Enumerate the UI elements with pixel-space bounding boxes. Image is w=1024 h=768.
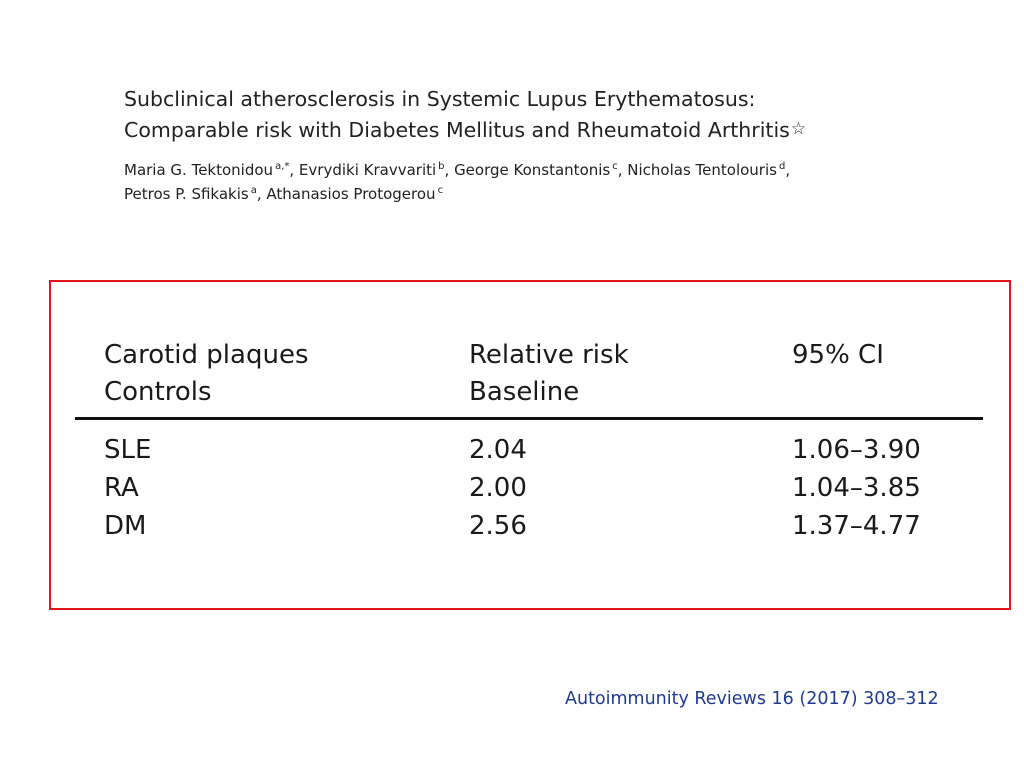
table-row-ci: 1.37–4.77 bbox=[792, 511, 921, 541]
author-separator: , bbox=[256, 185, 267, 203]
author-affiliation: d bbox=[778, 161, 786, 172]
author-affiliation: b bbox=[438, 161, 445, 172]
author-affiliation: a bbox=[250, 185, 257, 196]
author-name: Athanasios Protogerou bbox=[266, 185, 436, 203]
author-name: George Konstantonis bbox=[454, 161, 611, 179]
table-row-relative-risk: 2.04 bbox=[469, 435, 527, 465]
author-list bbox=[124, 158, 790, 206]
table-header-rule bbox=[75, 417, 983, 420]
table-header-cell: Baseline bbox=[469, 377, 580, 407]
author-name: Petros P. Sfikakis bbox=[124, 185, 249, 203]
table-header-cell: Controls bbox=[104, 377, 212, 407]
author-affiliation: c bbox=[612, 161, 618, 172]
star-footnote-icon: ☆ bbox=[790, 119, 807, 139]
author-line-1 bbox=[124, 158, 790, 182]
article-title-line-2 bbox=[124, 114, 806, 145]
table-row-relative-risk: 2.00 bbox=[469, 473, 527, 503]
article-title-line-1: Subclinical atherosclerosis in Systemic Lupus Erythematosus: bbox=[124, 87, 756, 111]
author-name: Nicholas Tentolouris bbox=[627, 161, 777, 179]
table-header-cell: 95% CI bbox=[792, 340, 884, 370]
author-separator: , bbox=[444, 161, 455, 179]
author-name: Evrydiki Kravvariti bbox=[298, 161, 437, 179]
author-affiliation: a,* bbox=[275, 161, 290, 172]
author-separator: , bbox=[617, 161, 628, 179]
author-affiliation: c bbox=[437, 185, 444, 196]
table-row-ci: 1.06–3.90 bbox=[792, 435, 921, 465]
table-header-cell: Relative risk bbox=[469, 340, 629, 370]
journal-citation: Autoimmunity Reviews 16 (2017) 308–312 bbox=[565, 689, 939, 709]
article-title-line-2-text: Comparable risk with Diabetes Mellitus and Rheumatoid Arthritis bbox=[124, 118, 790, 142]
table-row-group: SLE bbox=[104, 435, 152, 465]
table-header-cell: Carotid plaques bbox=[104, 340, 309, 370]
table-row-ci: 1.04–3.85 bbox=[792, 473, 921, 503]
table-row-relative-risk: 2.56 bbox=[469, 511, 527, 541]
author-name: Maria G. Tektonidou bbox=[124, 161, 274, 179]
author-separator: , bbox=[289, 161, 299, 179]
table-row-group: RA bbox=[104, 473, 139, 503]
table-row-group: DM bbox=[104, 511, 147, 541]
author-line-2 bbox=[124, 182, 790, 206]
article-title bbox=[124, 84, 806, 145]
author-separator: , bbox=[785, 161, 791, 179]
